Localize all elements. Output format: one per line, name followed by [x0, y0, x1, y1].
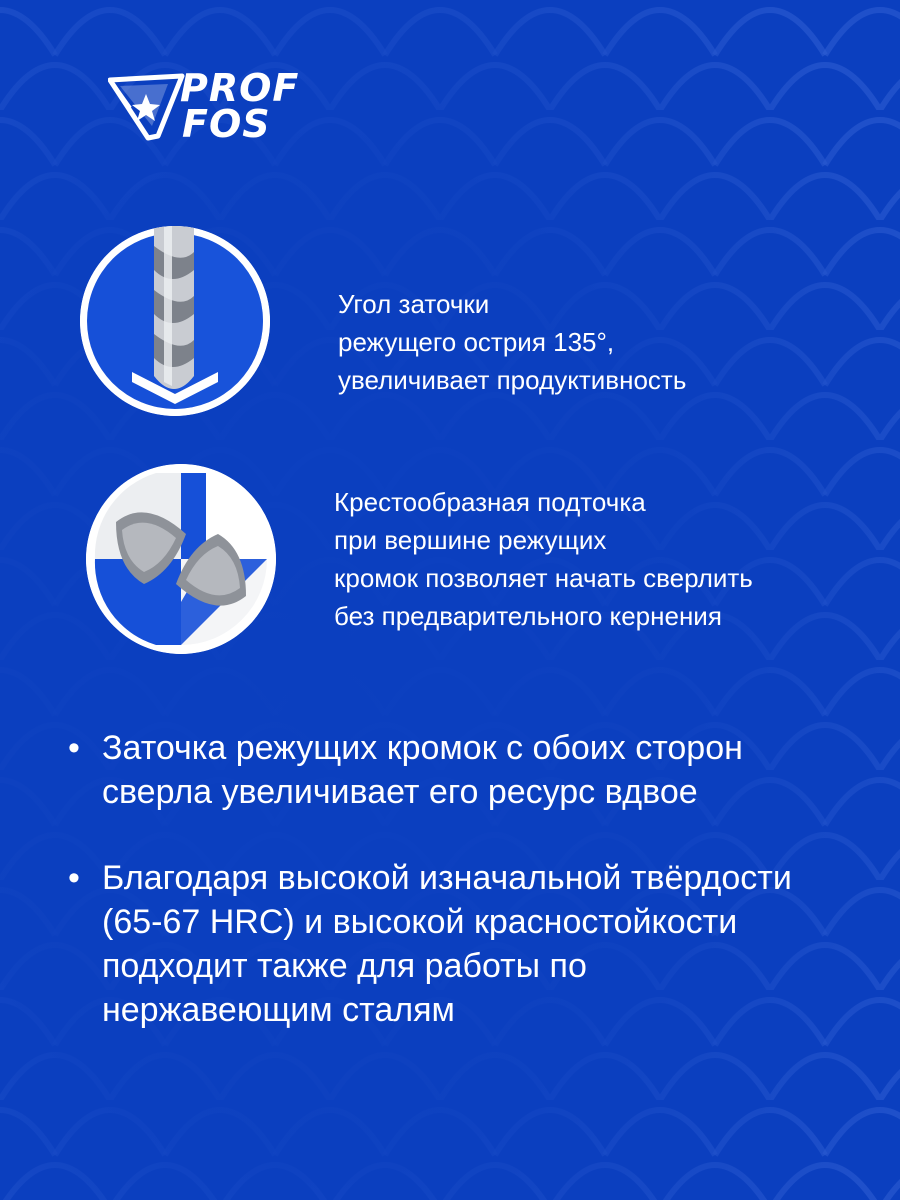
bullet-marker: • [68, 729, 80, 767]
feature-2-line-2: при вершине режущих [334, 525, 607, 555]
feature-1-text [338, 285, 686, 399]
bullet-2-line-3: подходит также для работы по [102, 947, 587, 985]
logo-line-1: PROF [180, 66, 300, 110]
brand-logo [108, 66, 358, 150]
feature-2-line-1: Крестообразная подточка [334, 487, 646, 517]
logo-wordmark [180, 66, 300, 146]
cross-sharpening-tip-icon [86, 464, 276, 654]
logo-line-2: FOS [182, 102, 271, 146]
bullet-2-line-4: нержавеющим сталям [102, 991, 455, 1029]
list-item [64, 726, 864, 814]
benefits-list [64, 726, 864, 1074]
feature-2-text [334, 483, 753, 635]
drill-tip-angle-icon [80, 226, 270, 416]
bullet-marker: • [68, 859, 80, 897]
feature-1-line-3: увеличивает продуктивность [338, 365, 687, 395]
bullet-1-line-1: Заточка режущих кромок с обоих сторон [102, 729, 743, 767]
feature-1-line-2: режущего острия 135°, [338, 327, 615, 357]
bullet-2-line-1: Благодаря высокой изначальной твёрдости [102, 859, 792, 897]
star-shield-logo-icon [108, 72, 186, 142]
bullet-2-line-2: (65-67 HRC) и высокой красностойкости [102, 903, 738, 941]
list-item [64, 856, 864, 1032]
feature-2-line-4: без предварительного кернения [334, 601, 722, 631]
bullet-1-line-2: сверла увеличивает его ресурс вдвое [102, 773, 698, 811]
feature-2-line-3: кромок позволяет начать сверлить [334, 563, 753, 593]
feature-1-line-1: Угол заточки [338, 289, 490, 319]
